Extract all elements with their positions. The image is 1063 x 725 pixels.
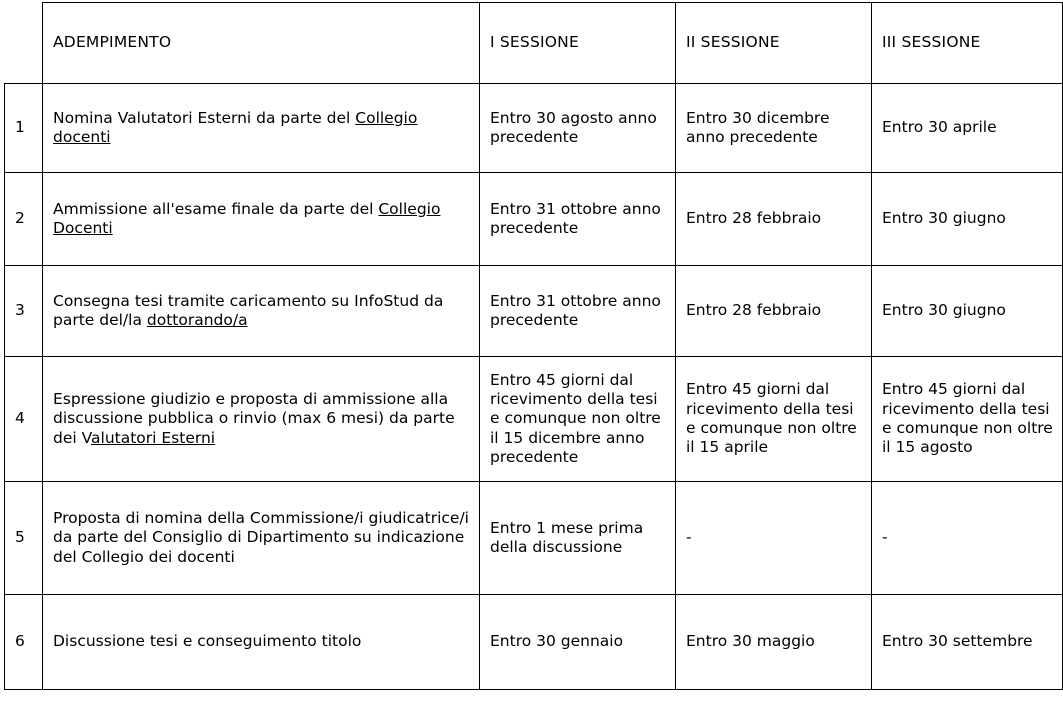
row-adempimento bbox=[43, 84, 480, 173]
adempimento-text: Ammissione all'esame finale da parte del bbox=[53, 199, 379, 218]
row-sessione-3: - bbox=[872, 482, 1063, 595]
table-row bbox=[5, 173, 1063, 266]
row-sessione-2: Entro 30 dicembre anno precedente bbox=[676, 84, 872, 173]
row-sessione-2: Entro 28 febbraio bbox=[676, 173, 872, 266]
row-adempimento bbox=[43, 357, 480, 482]
row-number: 4 bbox=[5, 357, 43, 482]
table-row bbox=[5, 84, 1063, 173]
row-number: 1 bbox=[5, 84, 43, 173]
row-adempimento bbox=[43, 173, 480, 266]
row-sessione-1: Entro 30 agosto anno precedente bbox=[480, 84, 676, 173]
row-sessione-1: Entro 30 gennaio bbox=[480, 595, 676, 690]
table-row bbox=[5, 357, 1063, 482]
row-sessione-3: Entro 30 giugno bbox=[872, 266, 1063, 357]
adempimento-text: Proposta di nomina della Commissione/i giudicatrice/i da parte del Consiglio di Dipartimento su indicazione del Collegio dei docenti bbox=[53, 508, 469, 566]
row-sessione-3: Entro 30 aprile bbox=[872, 84, 1063, 173]
column-header-adempimento: ADEMPIMENTO bbox=[43, 3, 480, 84]
row-sessione-1: Entro 31 ottobre anno precedente bbox=[480, 266, 676, 357]
row-adempimento bbox=[43, 266, 480, 357]
table-body bbox=[5, 84, 1063, 690]
adempimento-text: Nomina Valutatori Esterni da parte del bbox=[53, 108, 356, 127]
row-sessione-2: Entro 45 giorni dal ricevimento della tesi e comunque non oltre il 15 aprile bbox=[676, 357, 872, 482]
row-sessione-1: Entro 45 giorni dal ricevimento della tesi e comunque non oltre il 15 dicembre anno precedente bbox=[480, 357, 676, 482]
table-row bbox=[5, 595, 1063, 690]
row-sessione-2: Entro 28 febbraio bbox=[676, 266, 872, 357]
row-sessione-1: Entro 31 ottobre anno precedente bbox=[480, 173, 676, 266]
row-adempimento bbox=[43, 595, 480, 690]
column-header-number bbox=[5, 3, 43, 84]
table-row bbox=[5, 266, 1063, 357]
row-sessione-3: Entro 30 settembre bbox=[872, 595, 1063, 690]
row-sessione-2: - bbox=[676, 482, 872, 595]
document-page bbox=[0, 2, 1063, 725]
adempimento-underlined-text: Collegio Docenti bbox=[53, 199, 441, 237]
adempimento-text: Discussione tesi e conseguimento titolo bbox=[53, 632, 362, 651]
table-header-row bbox=[5, 3, 1063, 84]
adempimento-underlined-text: alutatori Esterni bbox=[91, 428, 216, 447]
row-number: 3 bbox=[5, 266, 43, 357]
row-sessione-3: Entro 45 giorni dal ricevimento della tesi e comunque non oltre il 15 agosto bbox=[872, 357, 1063, 482]
row-adempimento bbox=[43, 482, 480, 595]
column-header-sessione-3: III SESSIONE bbox=[872, 3, 1063, 84]
table-header bbox=[5, 3, 1063, 84]
row-number: 6 bbox=[5, 595, 43, 690]
deadlines-table bbox=[4, 2, 1063, 690]
column-header-sessione-2: II SESSIONE bbox=[676, 3, 872, 84]
row-number: 5 bbox=[5, 482, 43, 595]
row-sessione-3: Entro 30 giugno bbox=[872, 173, 1063, 266]
row-number: 2 bbox=[5, 173, 43, 266]
adempimento-text: Consegna tesi tramite caricamento su InfoStud da parte del/la bbox=[53, 291, 444, 329]
row-sessione-2: Entro 30 maggio bbox=[676, 595, 872, 690]
adempimento-text: Espressione giudizio e proposta di ammissione alla discussione pubblica o rinvio (max 6 mesi) da parte dei V bbox=[53, 389, 455, 447]
column-header-sessione-1: I SESSIONE bbox=[480, 3, 676, 84]
adempimento-underlined-text: dottorando/a bbox=[146, 311, 248, 329]
table-row bbox=[5, 482, 1063, 595]
row-sessione-1: Entro 1 mese prima della discussione bbox=[480, 482, 676, 595]
adempimento-underlined-text: Collegio docenti bbox=[53, 108, 418, 146]
